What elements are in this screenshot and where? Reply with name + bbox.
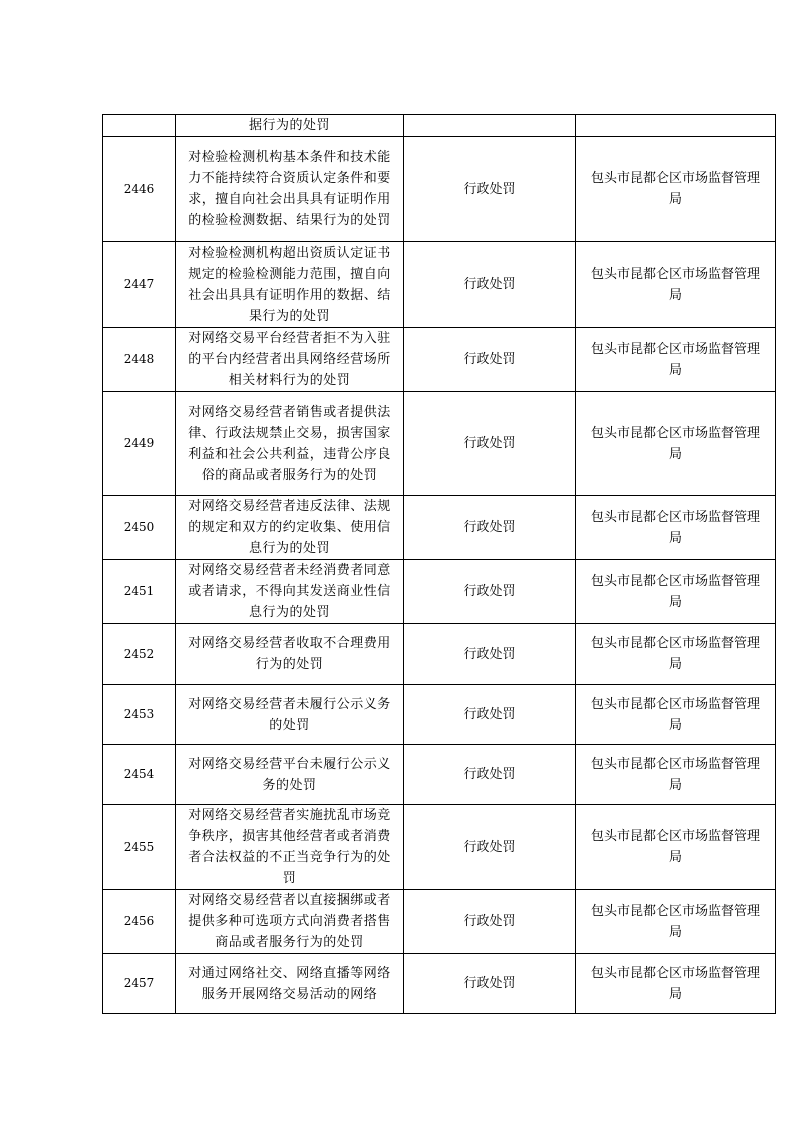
- row-item: 对通过网络社交、网络直播等网络服务开展网络交易活动的网络: [176, 954, 404, 1014]
- row-department: 包头市昆都仑区市场监督管理局: [576, 890, 776, 954]
- table-row: [103, 328, 776, 392]
- row-number: [103, 115, 176, 137]
- row-department: 包头市昆都仑区市场监督管理局: [576, 328, 776, 392]
- row-number: 2457: [103, 954, 176, 1014]
- row-item: 对网络交易平台经营者拒不为入驻的平台内经营者出具网络经营场所相关材料行为的处罚: [176, 328, 404, 392]
- row-department: 包头市昆都仑区市场监督管理局: [576, 745, 776, 805]
- row-number: 2448: [103, 328, 176, 392]
- table-row: [103, 954, 776, 1014]
- row-number: 2454: [103, 745, 176, 805]
- row-item: 对网络交易经营者以直接捆绑或者提供多种可选项方式向消费者搭售商品或者服务行为的处罚: [176, 890, 404, 954]
- row-type: 行政处罚: [404, 745, 576, 805]
- row-department: 包头市昆都仑区市场监督管理局: [576, 242, 776, 328]
- row-number: 2447: [103, 242, 176, 328]
- row-department: 包头市昆都仑区市场监督管理局: [576, 624, 776, 685]
- row-department: 包头市昆都仑区市场监督管理局: [576, 560, 776, 624]
- row-type: 行政处罚: [404, 624, 576, 685]
- table-row: [103, 745, 776, 805]
- row-number: 2455: [103, 805, 176, 890]
- row-department: 包头市昆都仑区市场监督管理局: [576, 954, 776, 1014]
- table-row: [103, 242, 776, 328]
- row-department: [576, 115, 776, 137]
- row-department: 包头市昆都仑区市场监督管理局: [576, 496, 776, 560]
- row-number: 2450: [103, 496, 176, 560]
- row-type: 行政处罚: [404, 392, 576, 496]
- table-row: [103, 115, 776, 137]
- table-row: [103, 496, 776, 560]
- row-type: 行政处罚: [404, 328, 576, 392]
- row-type: 行政处罚: [404, 560, 576, 624]
- row-type: 行政处罚: [404, 890, 576, 954]
- row-department: 包头市昆都仑区市场监督管理局: [576, 137, 776, 242]
- row-type: 行政处罚: [404, 954, 576, 1014]
- row-item: 对网络交易经营者收取不合理费用行为的处罚: [176, 624, 404, 685]
- table-body: [103, 115, 776, 1014]
- table-row: [103, 624, 776, 685]
- row-type: 行政处罚: [404, 137, 576, 242]
- row-department: 包头市昆都仑区市场监督管理局: [576, 805, 776, 890]
- table-row: [103, 560, 776, 624]
- row-type: 行政处罚: [404, 242, 576, 328]
- row-item: 据行为的处罚: [176, 115, 404, 137]
- row-type: 行政处罚: [404, 685, 576, 745]
- row-number: 2453: [103, 685, 176, 745]
- row-item: 对网络交易经营者未经消费者同意或者请求，不得向其发送商业性信息行为的处罚: [176, 560, 404, 624]
- table-row: [103, 685, 776, 745]
- row-item: 对网络交易经营者未履行公示义务的处罚: [176, 685, 404, 745]
- row-number: 2456: [103, 890, 176, 954]
- row-item: 对网络交易经营者违反法律、法规的规定和双方的约定收集、使用信息行为的处罚: [176, 496, 404, 560]
- row-item: 对网络交易经营者实施扰乱市场竞争秩序，损害其他经营者或者消费者合法权益的不正当竞争行为的处罚: [176, 805, 404, 890]
- row-type: [404, 115, 576, 137]
- table-row: [103, 890, 776, 954]
- table-row: [103, 392, 776, 496]
- table-row: [103, 805, 776, 890]
- row-number: 2452: [103, 624, 176, 685]
- row-department: 包头市昆都仑区市场监督管理局: [576, 392, 776, 496]
- row-item: 对网络交易经营平台未履行公示义务的处罚: [176, 745, 404, 805]
- row-item: 对检验检测机构基本条件和技术能力不能持续符合资质认定条件和要求，擅自向社会出具具有证明作用的检验检测数据、结果行为的处罚: [176, 137, 404, 242]
- row-type: 行政处罚: [404, 496, 576, 560]
- row-department: 包头市昆都仑区市场监督管理局: [576, 685, 776, 745]
- row-type: 行政处罚: [404, 805, 576, 890]
- row-item: 对检验检测机构超出资质认定证书规定的检验检测能力范围，擅自向社会出具具有证明作用的数据、结果行为的处罚: [176, 242, 404, 328]
- row-item: 对网络交易经营者销售或者提供法律、行政法规禁止交易，损害国家利益和社会公共利益，违背公序良俗的商品或者服务行为的处罚: [176, 392, 404, 496]
- row-number: 2446: [103, 137, 176, 242]
- row-number: 2449: [103, 392, 176, 496]
- records-table: [102, 114, 776, 1014]
- row-number: 2451: [103, 560, 176, 624]
- table-row: [103, 137, 776, 242]
